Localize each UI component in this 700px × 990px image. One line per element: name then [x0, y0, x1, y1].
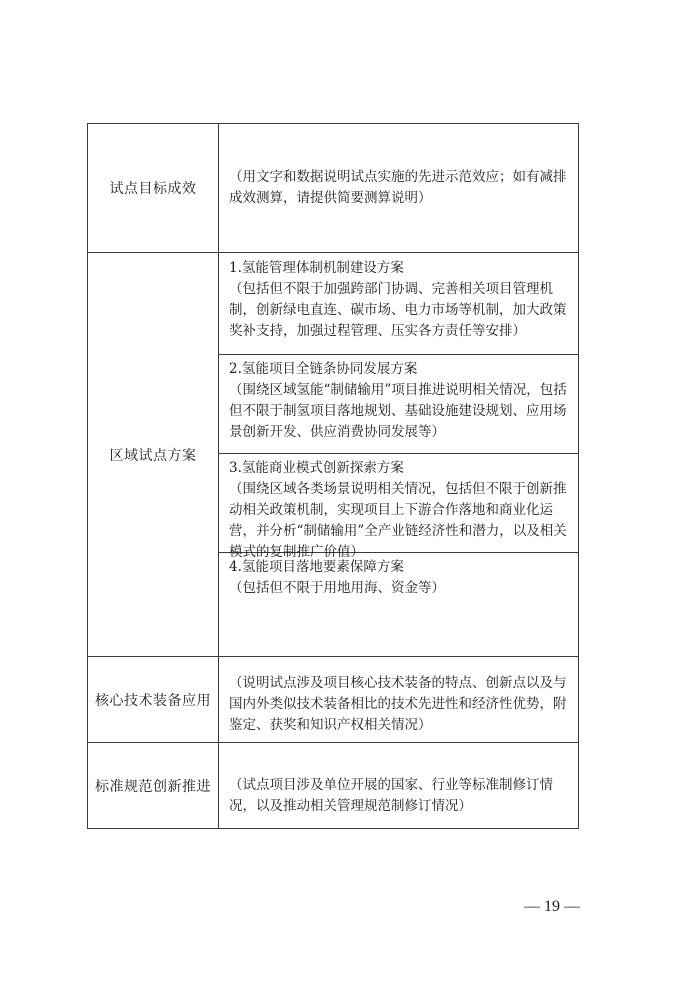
table-row-goal [88, 124, 579, 253]
page-number: — 19 — [524, 898, 580, 915]
row-label-goal: 试点目标成效 [88, 124, 219, 253]
row-content-tech [219, 657, 579, 743]
plan-section-2-body: （围绕区域氢能“制储输用”项目推进说明相关情况，包括但不限于制氢项目落地规划、基础设施建设规划、应用场景创新开发、供应消费协同发展等） [229, 381, 567, 440]
table-row-tech [88, 657, 579, 743]
plan-section-3-body: （围绕区域各类场景说明相关情况，包括但不限于创新推动相关政策机制，实现项目上下游合作落地和商业化运营，并分析“制储输用”全产业链经济性和潜力，以及相关模式的复制推广价值） [229, 480, 567, 560]
row-content-plan [219, 253, 579, 657]
plan-section-3 [219, 454, 578, 560]
plan-section-3-title: 3.氢能商业模式创新探索方案 [229, 459, 404, 476]
plan-section-1-body: （包括但不限于加强跨部门协调、完善相关项目管理机制，创新绿电直连、碳市场、电力市场等机制，加大政策奖补支持，加强过程管理、压实各方责任等安排） [229, 280, 567, 339]
plan-section-1 [219, 254, 578, 355]
plan-section-2-title: 2.氢能项目全链条协同发展方案 [229, 360, 418, 377]
goal-text: （用文字和数据说明试点实施的先进示范效应；如有减排成效测算，请提供简要测算说明） [229, 169, 567, 206]
row-content-goal [219, 124, 579, 253]
row-label-tech: 核心技术装备应用 [88, 657, 219, 743]
application-form-table [87, 123, 579, 829]
row-label-standard: 标准规范创新推进 [88, 743, 219, 829]
row-content-standard [219, 743, 579, 829]
plan-section-4-title: 4.氢能项目落地要素保障方案 [229, 558, 404, 575]
table-row-plan [88, 253, 579, 657]
plan-section-4 [219, 553, 578, 656]
tech-text: （说明试点涉及项目核心技术装备的特点、创新点以及与国内外类似技术装备相比的技术先进性和经济性优势，附鉴定、获奖和知识产权相关情况） [229, 675, 567, 733]
standard-text: （试点项目涉及单位开展的国家、行业等标准制修订情况，以及推动相关管理规范制修订情况） [229, 776, 553, 814]
plan-section-4-body: （包括但不限于用地用海、资金等） [229, 579, 445, 596]
table-row-standard [88, 743, 579, 829]
row-label-plan: 区域试点方案 [88, 253, 219, 657]
plan-section-2 [219, 355, 578, 454]
plan-section-1-title: 1.氢能管理体制机制建设方案 [229, 259, 404, 276]
